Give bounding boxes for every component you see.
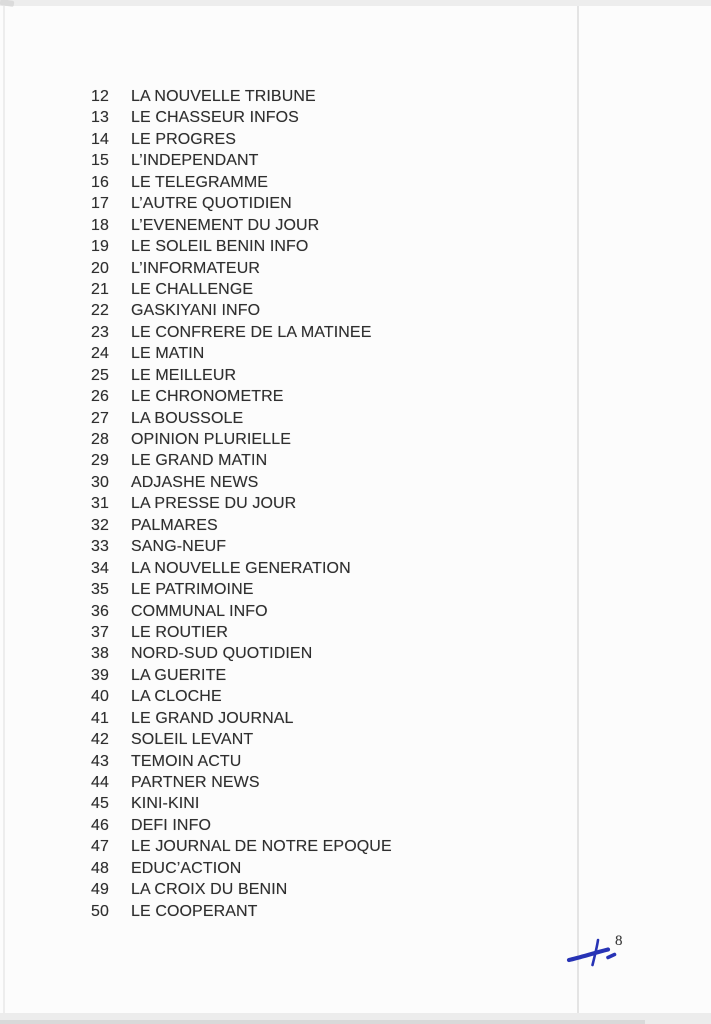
list-item (91, 622, 392, 643)
list-item-name: LE PROGRES (131, 130, 237, 148)
list-item-name: LE MEILLEUR (131, 366, 237, 384)
list-item-number: 45 (91, 795, 109, 813)
list-item-number: 49 (91, 881, 109, 899)
list-item (91, 751, 392, 772)
list-item-name: COMMUNAL INFO (131, 602, 268, 620)
list-item (91, 708, 392, 729)
list-item (91, 836, 392, 857)
list-item (91, 386, 392, 407)
list-item (91, 665, 392, 686)
list-item-number: 50 (91, 902, 109, 920)
list-item (91, 258, 392, 279)
list-item (91, 343, 392, 364)
list-item-number: 27 (91, 409, 109, 427)
list-item-name: LA CROIX DU BENIN (131, 881, 288, 899)
list-item (91, 536, 392, 557)
list-item (91, 215, 392, 236)
list-item (91, 86, 392, 107)
list-item-name: LE CHALLENGE (131, 280, 254, 298)
list-item-number: 33 (91, 538, 109, 556)
list-item (91, 365, 392, 386)
list-item-name: LE ROUTIER (131, 623, 229, 641)
list-item-number: 25 (91, 366, 109, 384)
list-item-name: KINI-KINI (131, 795, 200, 813)
list-item (91, 472, 392, 493)
page-fold-line (577, 6, 579, 1024)
list-item-number: 30 (91, 473, 109, 491)
list-item-name: LE SOLEIL BENIN INFO (131, 238, 309, 256)
list-item-name: LE PATRIMOINE (131, 581, 254, 599)
list-item-number: 19 (91, 238, 109, 256)
list-item-number: 21 (91, 280, 109, 298)
list-item-number: 35 (91, 581, 109, 599)
list-item (91, 172, 392, 193)
list-item (91, 515, 392, 536)
list-item (91, 129, 392, 150)
list-item-name: LE MATIN (131, 345, 205, 363)
scan-bottom-edge-line (0, 1020, 645, 1024)
list-item-name: LE GRAND MATIN (131, 452, 268, 470)
list-item (91, 815, 392, 836)
list-item (91, 493, 392, 514)
list-item-number: 28 (91, 431, 109, 448)
list-item-number: 44 (91, 774, 109, 791)
list-item (91, 279, 392, 300)
list-item-number: 12 (91, 88, 109, 105)
pen-stroke-group (569, 940, 615, 965)
list-item (91, 643, 392, 664)
list-item-name: ADJASHE NEWS (131, 473, 259, 491)
list-item-name: LE CONFRERE DE LA MATINEE (131, 323, 372, 341)
list-item-number: 17 (91, 195, 109, 213)
list-item-name: LA GUERITE (131, 666, 227, 684)
list-item-number: 29 (91, 452, 109, 470)
list-item-name: L’EVENEMENT DU JOUR (131, 216, 320, 234)
list-item-name: PARTNER NEWS (131, 774, 260, 791)
list-item-number: 43 (91, 752, 109, 770)
list-item-name: LE TELEGRAMME (131, 173, 269, 191)
list-item (91, 729, 392, 750)
list-item (91, 450, 392, 471)
list-item-name: PALMARES (131, 516, 218, 534)
list-item (91, 601, 392, 622)
list-item-number: 34 (91, 559, 109, 577)
list-item-name: DEFI INFO (131, 816, 212, 834)
list-item (91, 300, 392, 321)
list-item-number: 22 (91, 302, 109, 320)
list-item-number: 47 (91, 838, 109, 856)
list-item-number: 26 (91, 388, 109, 406)
list-item-number: 36 (91, 602, 109, 620)
list-item-name: LE CHRONOMETRE (131, 388, 284, 406)
newspaper-list (91, 86, 392, 922)
list-item-name: NORD-SUD QUOTIDIEN (131, 645, 313, 663)
list-item-name: L’INFORMATEUR (131, 259, 261, 277)
list-item-number: 37 (91, 623, 109, 641)
list-item-number: 46 (91, 816, 109, 834)
list-item-number: 14 (91, 130, 109, 148)
list-item-name: LA PRESSE DU JOUR (131, 495, 297, 513)
list-item (91, 558, 392, 579)
scan-background-top-strip (0, 0, 711, 6)
list-item (91, 193, 392, 214)
list-item-name: LA NOUVELLE GENERATION (131, 559, 351, 577)
list-item-name: L’INDEPENDANT (131, 152, 259, 170)
list-item-number: 16 (91, 173, 109, 191)
list-item (91, 858, 392, 879)
list-item (91, 429, 392, 450)
list-item (91, 408, 392, 429)
list-item-number: 41 (91, 709, 109, 727)
list-item-number: 23 (91, 323, 109, 341)
list-item (91, 772, 392, 793)
list-item-name: L’AUTRE QUOTIDIEN (131, 195, 292, 213)
page-number: 8 (615, 933, 623, 949)
list-item (91, 150, 392, 171)
list-item-name: LE COOPERANT (131, 902, 258, 920)
list-item-name: LA NOUVELLE TRIBUNE (131, 88, 316, 105)
list-item (91, 686, 392, 707)
list-item-number: 42 (91, 731, 109, 749)
list-item (91, 879, 392, 900)
list-item-name: GASKIYANI INFO (131, 302, 261, 320)
list-item-name: TEMOIN ACTU (131, 752, 242, 770)
list-item-number: 32 (91, 516, 109, 534)
list-item (91, 236, 392, 257)
list-item-number: 15 (91, 152, 109, 170)
list-item (91, 793, 392, 814)
list-item (91, 107, 392, 128)
list-item-name: EDUC’ACTION (131, 859, 242, 877)
list-item-number: 39 (91, 666, 109, 684)
list-item-number: 38 (91, 645, 109, 663)
list-item-name: LE JOURNAL DE NOTRE EPOQUE (131, 838, 392, 856)
handwritten-paraph-mark (564, 928, 620, 970)
list-item (91, 901, 392, 922)
list-item-number: 18 (91, 216, 109, 234)
list-item-number: 48 (91, 859, 109, 877)
list-item-number: 31 (91, 495, 109, 513)
list-item-name: LE CHASSEUR INFOS (131, 109, 299, 127)
list-item-number: 40 (91, 688, 109, 706)
page-left-edge-shadow (3, 6, 5, 1013)
list-item-name: LE GRAND JOURNAL (131, 709, 294, 727)
list-item-name: LA CLOCHE (131, 688, 222, 706)
list-item (91, 322, 392, 343)
list-item-number: 13 (91, 109, 109, 127)
list-item-name: OPINION PLURIELLE (131, 431, 291, 448)
list-item (91, 579, 392, 600)
list-item-number: 20 (91, 259, 109, 277)
list-item-name: LA BOUSSOLE (131, 409, 244, 427)
list-item-number: 24 (91, 345, 109, 363)
list-item-name: SANG-NEUF (131, 538, 227, 556)
list-item-name: SOLEIL LEVANT (131, 731, 254, 749)
